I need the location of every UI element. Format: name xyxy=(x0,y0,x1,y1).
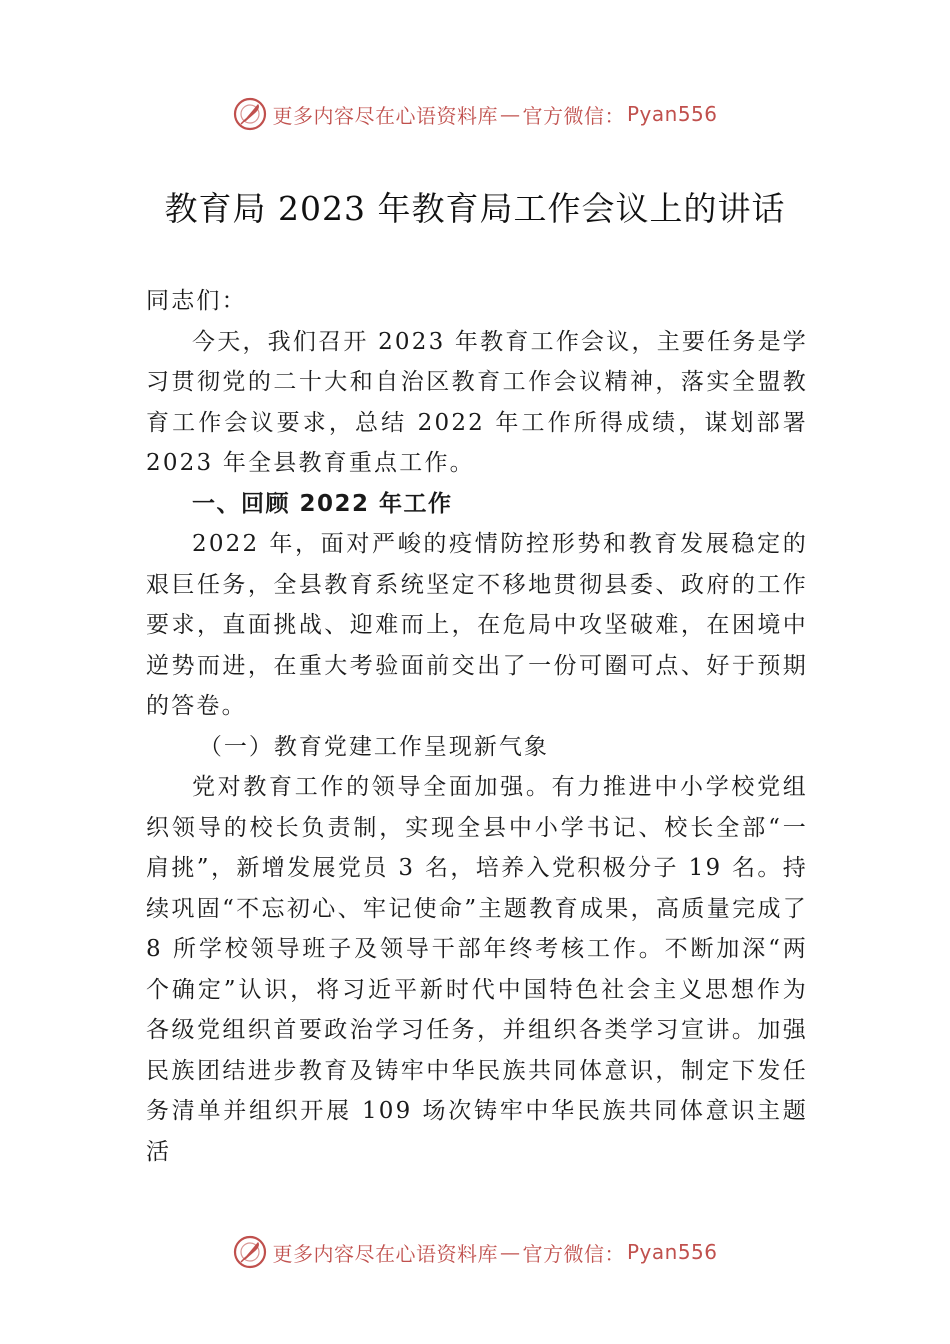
watermark-label: 官方微信： xyxy=(522,1241,625,1266)
document-title: 教育局 2023 年教育局工作会议上的讲话 xyxy=(164,189,786,228)
footer-watermark xyxy=(0,1234,950,1270)
watermark-name: 更多内容尽在心语资料库 xyxy=(272,1241,498,1266)
watermark-dash: — xyxy=(499,102,521,126)
section-heading-review: 一、回顾 2022 年工作 xyxy=(192,490,453,517)
quill-pen-circle-icon xyxy=(232,1234,268,1270)
document-body xyxy=(146,281,808,1172)
header-watermark xyxy=(0,96,950,132)
paragraph-party-building: 党对教育工作的领导全面加强。有力推进中小学校党组织领导的校长负责制，实现全县中小学书记、校长全部“一肩挑”，新增发展党员 3 名，培养入党积极分子 19 名。持续巩固“不忘初心、牢记使命”主题教育成果，高质量完成了 8 所学校领导班子及领导干部年终考核工作。不断加深“两个确定”认识，将习近平新时代中国特色社会主义思想作为各级党组织首要政治学习任务，并组织各类学习宣讲。加强民族团结进步教育及铸牢中华民族共同体意识，制定下发任务清单并组织开展 109 场次铸牢中华民族共同体意识主题活 xyxy=(146,774,808,1165)
watermark-name: 更多内容尽在心语资料库 xyxy=(272,103,498,128)
watermark-wechat-id: Pyan556 xyxy=(626,1240,718,1264)
paragraph-intro: 今天，我们召开 2023 年教育工作会议，主要任务是学习贯彻党的二十大和自治区教育工作会议精神，落实全盟教育工作会议要求，总结 2022 年工作所得成绩，谋划部署 2023 年全县教育重点工作。 xyxy=(146,328,808,476)
paragraph-review: 2022 年，面对严峻的疫情防控形势和教育发展稳定的艰巨任务，全县教育系统坚定不移地贯彻县委、政府的工作要求，直面挑战、迎难而上，在危局中攻坚破难，在困境中逆势而进，在重大考验面前交出了一份可圈可点、好于预期的答卷。 xyxy=(146,531,808,719)
watermark-dash: — xyxy=(499,1240,521,1264)
watermark-label: 官方微信： xyxy=(522,103,625,128)
quill-pen-circle-icon xyxy=(232,96,268,132)
watermark-wechat-id: Pyan556 xyxy=(626,102,718,126)
subsection-heading-party-building: （一）教育党建工作呈现新气象 xyxy=(198,733,549,760)
salutation: 同志们： xyxy=(146,288,247,314)
